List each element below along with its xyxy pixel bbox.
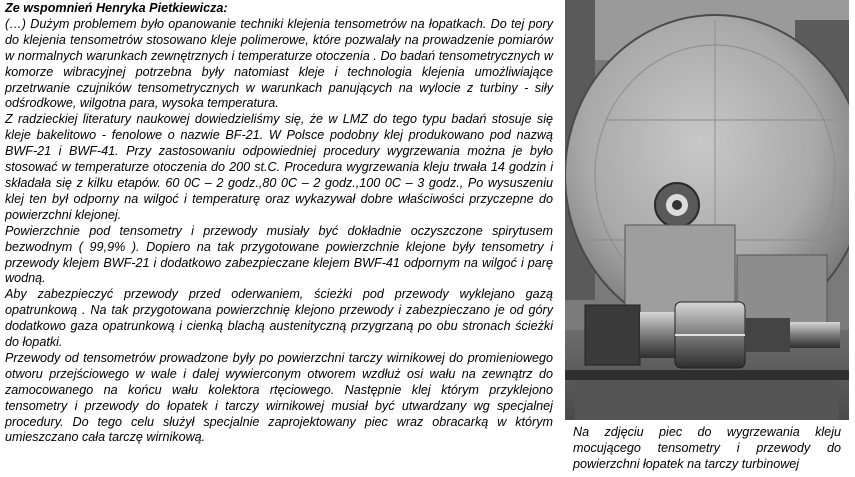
oven-photo [565,0,849,420]
paragraph-wire-protection: Aby zabezpieczyć przewody przed oderwaniem, ścieżki pod przewody wyklejano gazą opatrunkową . Na tak przygotowana powierzchnię klejono przewody i zabezpieczano je od góry dodatkowo gaza opatrunkową i cienką blachą austenityczną przygrzaną po obu stronach ścieżki do łopatki. [5,287,553,350]
paragraph-bakelite-glue: Z radzieckiej literatury naukowej dowiedzieliśmy się, że w LMZ do tego typu badań stosuje się kleje bakelitowo - fenolowe o nazwie BF-21. W Polsce podobny klej produkowano pod nazwą BWF-21 i BWF-41. Przy zastosowaniu odpowiedniej procedury wygrzewania można je było stosować w temperaturze otoczenia do 200 st.C. Procedura wygrzewania kleju trwała 14 godzin i składała się z kilku etapów. 60 0C – 2 godz.,80 0C – 2 godz.,100 0C – 3 godz., Po wysuszeniu klej ten był odporny na wilgoć i temperaturę oraz wykazywał dobre właściwości przyczepne do powierzchni klejonej. [5,112,553,222]
paragraph-wire-routing: Przewody od tensometrów prowadzone były po powierzchni tarczy wirnikowej do promieniowego otworu przejściowego w wale i dalej wywierconym otworem wzdłuż osi wału na zewnątrz do zamocowanego na końcu wału kolektora rtęciowego. Następnie klej którym przyklejono tensometry i przewody do łopatek i tarczy wirnikowej musiał być utwardzany wg specjalnej procedury. Do tego celu służył specjalnie zaprojektowany piec wraz obracarką w którym umieszczano cała tarczę wirnikową. [5,350,553,445]
memoir-text [5,1,553,446]
photo-caption: Na zdjęciu piec do wygrzewania kleju mocującego tensometry i przewody do powierzchni łopatek na tarczy turbinowej [573,425,841,471]
paragraph-adhesive-problem: (…) Dużym problemem było opanowanie techniki klejenia tensometrów na łopatkach. Do tej pory do klejenia tensometrów stosowano kleje polimerowe, które pozwalały na prowadzenie pomiarów w normalnych warunkach zewnętrznych i temperaturze otoczenia . Do badań tensometrycznych w komorze wibracyjnej potrzebna były natomiast kleje i technologia klejenia umożliwiające przetrwanie czujników tensometrycznych w warunkach panujących na wylocie z turbiny - siły odśrodkowe, wilgotna para, wysoka temperatura. [5,16,553,111]
paragraph-surface-preparation: Powierzchnie pod tensometry i przewody musiały być dokładnie oczyszczone spirytusem bezwodnym ( 99,9% ). Dopiero na tak przygotowane powierzchnie klejone były tensometry i przewody klejem BWF-21 i dodatkowo zabezpieczane klejem BWF-41 odpornym na wilgoć i parę wodną. [5,223,553,286]
gearbox [585,305,640,365]
memoir-heading: Ze wspomnień Henryka Pietkiewicza: [5,1,228,15]
